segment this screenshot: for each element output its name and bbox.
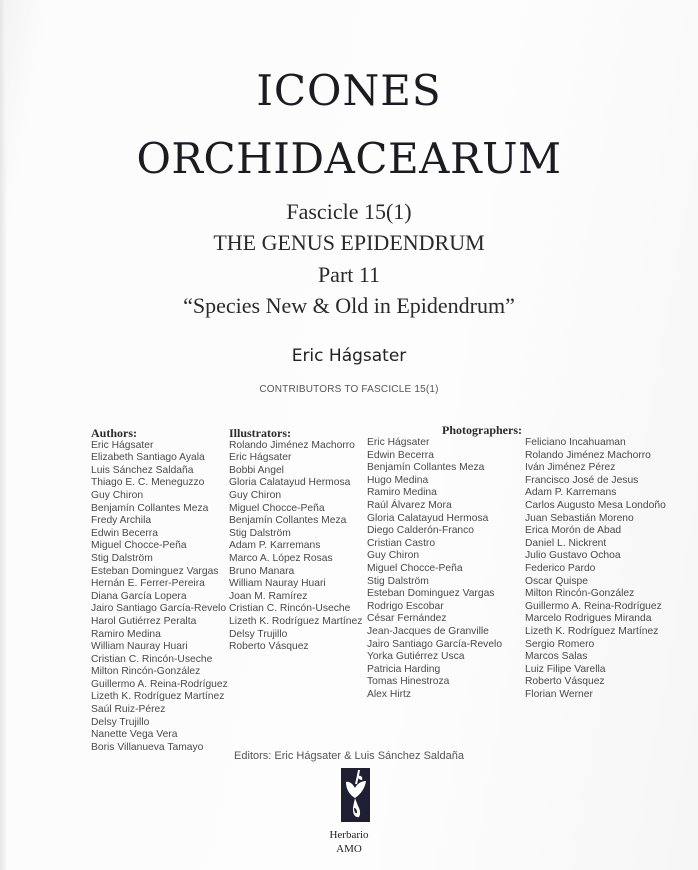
photographers-heading: Photographers: — [442, 423, 522, 437]
contributors-heading: CONTRIBUTORS TO FASCICLE 15(1) — [259, 384, 439, 395]
contributor-name: Saúl Ruiz-Pérez — [91, 704, 166, 716]
contributor-name: Lizeth K. Rodríguez Martínez — [525, 625, 659, 637]
contributor-name: Thiago E. C. Meneguzzo — [91, 477, 205, 489]
orchid-flower-logo-icon — [341, 768, 370, 822]
contributor-name: Milton Rincón-González — [91, 666, 201, 678]
contributor-name: Marcelo Rodrigues Miranda — [525, 613, 652, 625]
contributor-name: Marcos Salas — [525, 651, 588, 663]
contributor-name: Diego Calderón-Franco — [367, 525, 475, 537]
contributor-name: Patricia Harding — [367, 663, 441, 675]
contributor-name: Cristian Castro — [367, 537, 436, 549]
contributor-name: Jean-Jacques de Granville — [367, 625, 489, 637]
contributor-name: Iván Jiménez Pérez — [525, 462, 616, 474]
contributor-name: Diana García Lopera — [91, 590, 187, 602]
contributor-name: Rolando Jiménez Machorro — [525, 449, 651, 461]
contributor-name: Guy Chiron — [91, 489, 144, 501]
contributor-name: Guy Chiron — [229, 489, 282, 501]
subtitle: “Species New & Old in Epidendrum” — [183, 293, 515, 318]
contributor-name: Harol Gutiérrez Peralta — [91, 615, 197, 627]
contributor-name: Luis Sánchez Saldaña — [91, 464, 194, 476]
contributor-name: Stig Dalström — [229, 527, 291, 539]
main-author: Eric Hágsater — [291, 346, 407, 366]
contributor-name: Miguel Chocce-Peña — [229, 502, 325, 514]
contributor-name: Francisco José de Jesus — [525, 474, 639, 486]
contributor-name: Delsy Trujillo — [229, 628, 288, 640]
fascicle-label: Fascicle 15(1) — [286, 199, 412, 224]
contributor-name: Daniel L. Nickrent — [525, 537, 607, 549]
contributor-name: Bobbi Angel — [229, 464, 284, 476]
contributor-name: Jairo Santiago García-Revelo — [91, 603, 227, 615]
contributor-name: Milton Rincón-González — [525, 588, 635, 600]
contributor-name: Hernán E. Ferrer-Pereira — [91, 578, 205, 590]
contributor-name: Roberto Vásquez — [229, 641, 309, 653]
contributor-name: Miguel Chocce-Peña — [91, 540, 187, 552]
illustrators-list — [229, 427, 362, 654]
contributor-name: Ramiro Medina — [91, 628, 161, 640]
contributor-name: Bruno Manara — [229, 565, 295, 577]
contributor-name: Florian Werner — [525, 688, 593, 700]
contributor-name: Roberto Vásquez — [525, 676, 605, 688]
contributor-name: Julio Gustavo Ochoa — [525, 550, 621, 562]
contributor-name: Lizeth K. Rodríguez Martínez — [91, 691, 225, 703]
contributor-name: Esteban Dominguez Vargas — [367, 588, 495, 600]
part-label: Part 11 — [317, 262, 381, 287]
contributor-name: Hugo Medina — [367, 474, 429, 486]
contributor-name: Eric Hágsater — [367, 437, 430, 448]
contributor-name: Federico Pardo — [525, 562, 596, 574]
contributor-name: Yorka Gutiérrez Usca — [367, 651, 465, 663]
contributor-name: Gloria Calatayud Hermosa — [367, 512, 489, 524]
photographers-list-1 — [367, 437, 502, 701]
contributor-name: Stig Dalström — [367, 575, 429, 587]
contributor-name: Adam P. Karremans — [229, 540, 321, 552]
contributor-name: Boris Villanueva Tamayo — [91, 741, 204, 753]
contributor-name: Nanette Vega Vera — [91, 729, 178, 741]
contributor-name: Stig Dalström — [91, 552, 153, 564]
contributor-name: Cristian C. Rincón-Useche — [229, 603, 351, 615]
contributor-name: Marco A. López Rosas — [229, 552, 333, 564]
title-line-2: ORCHIDACEARUM — [136, 134, 562, 183]
contributor-name: Juan Sebastián Moreno — [525, 512, 634, 524]
authors-heading: Authors: — [91, 426, 138, 440]
contributor-name: César Fernández — [367, 613, 447, 625]
illustrators-heading: Illustrators: — [229, 426, 291, 440]
contributor-name: Eric Hágsater — [229, 452, 292, 464]
contributor-name: Carlos Augusto Mesa Londoño — [525, 499, 666, 511]
publisher-name-line-2: AMO — [336, 843, 362, 855]
contributor-name: Feliciano Incahuaman — [525, 437, 626, 448]
contributor-name: Benjamín Collantes Meza — [367, 462, 485, 474]
contributor-name: William Nauray Huari — [229, 578, 326, 590]
contributor-name: Edwin Becerra — [367, 449, 434, 461]
photographers-list-2 — [525, 437, 666, 701]
editors-line: Editors: Eric Hágsater & Luis Sánchez Saldaña — [234, 750, 464, 762]
page-edge — [0, 0, 6, 870]
contributor-name: Miguel Chocce-Peña — [367, 562, 463, 574]
contributor-name: Elizabeth Santiago Ayala — [91, 452, 205, 464]
contributor-name: Ramiro Medina — [367, 487, 437, 499]
contributor-name: Benjamín Collantes Meza — [91, 502, 209, 514]
contributor-name: Rolando Jiménez Machorro — [229, 439, 355, 451]
contributor-name: Sergio Romero — [525, 638, 595, 650]
publisher-name-line-1: Herbario — [329, 829, 369, 841]
contributor-name: Joan M. Ramírez — [229, 590, 308, 602]
contributor-name: Rodrigo Escobar — [367, 600, 444, 612]
contributor-name: Esteban Dominguez Vargas — [91, 565, 219, 577]
authors-list — [91, 427, 228, 754]
contributor-name: William Nauray Huari — [91, 641, 188, 653]
contributor-name: Guillermo A. Reina-Rodríguez — [525, 600, 662, 612]
contributor-name: Oscar Quispe — [525, 575, 588, 587]
contributor-name: Cristian C. Rincón-Useche — [91, 653, 213, 665]
contributor-name: Edwin Becerra — [91, 527, 158, 539]
contributor-name: Guy Chiron — [367, 550, 420, 562]
contributor-name: Raúl Álvarez Mora — [367, 499, 452, 511]
contributor-name: Benjamín Collantes Meza — [229, 515, 347, 527]
contributor-name: Adam P. Karremans — [525, 487, 617, 499]
contributor-name: Guillermo A. Reina-Rodríguez — [91, 678, 228, 690]
contributor-name: Lizeth K. Rodríguez Martínez — [229, 615, 363, 627]
contributor-name: Gloria Calatayud Hermosa — [229, 477, 351, 489]
contributor-name: Jairo Santiago García-Revelo — [367, 638, 503, 650]
contributor-name: Delsy Trujillo — [91, 716, 150, 728]
genus-label: THE GENUS EPIDENDRUM — [213, 230, 485, 255]
contributor-name: Eric Hágsater — [91, 439, 154, 451]
title-line-1: ICONES — [256, 66, 442, 115]
contributor-name: Alex Hirtz — [367, 688, 412, 700]
contributor-name: Fredy Archila — [91, 515, 152, 527]
contributor-name: Erica Morón de Abad — [525, 525, 622, 537]
contributor-name: Luiz Filipe Varella — [525, 663, 606, 675]
contributor-name: Tomas Hinestroza — [367, 676, 450, 688]
